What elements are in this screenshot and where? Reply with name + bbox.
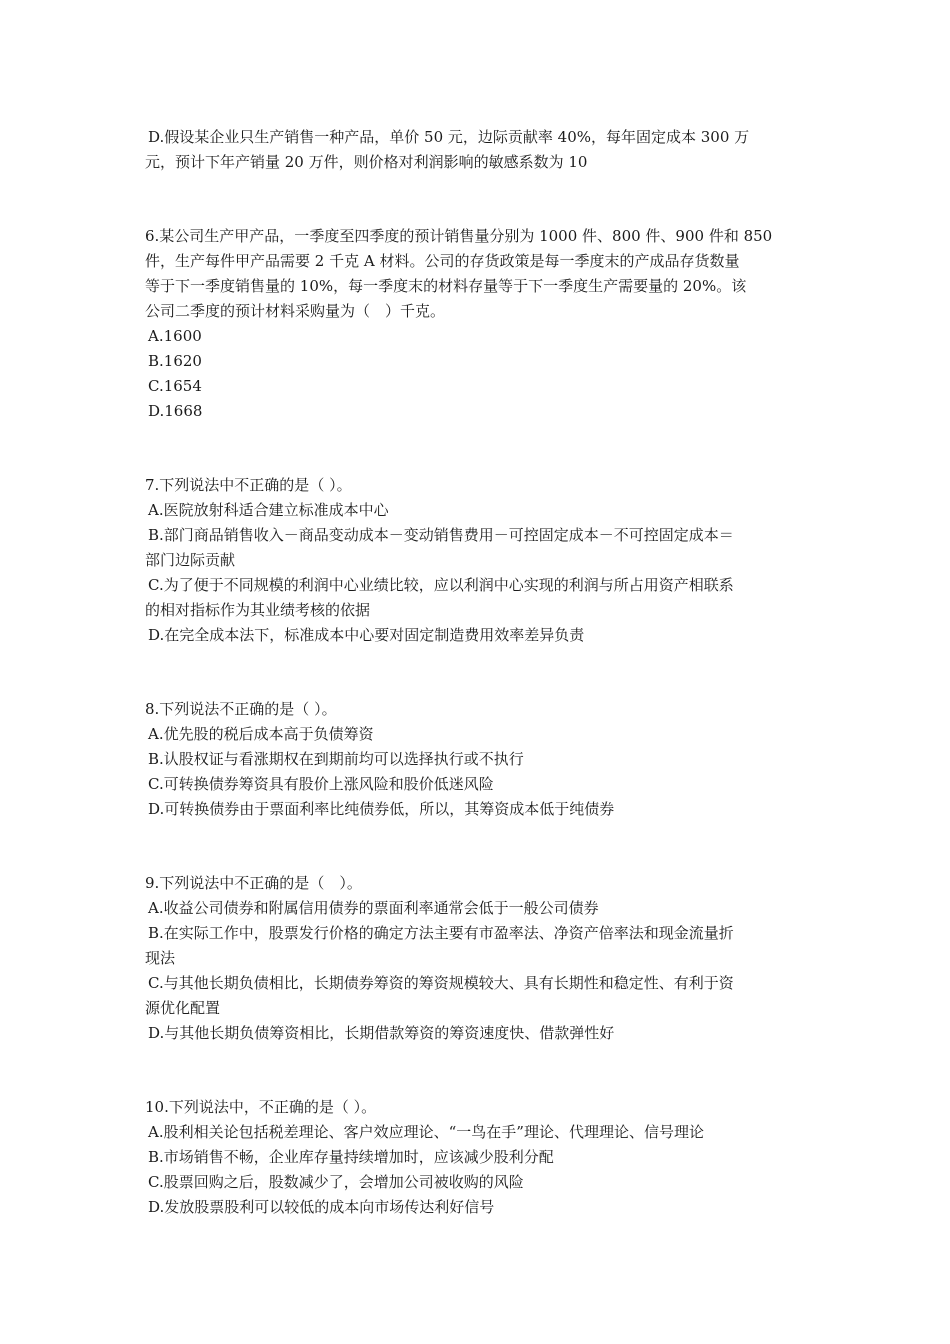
option-c xyxy=(145,971,805,1021)
option-b xyxy=(145,921,805,971)
question-10 xyxy=(145,1095,805,1220)
option-line: 的相对指标作为其业绩考核的依据 xyxy=(145,601,371,619)
option-a: A.优先股的税后成本高于负债筹资 xyxy=(148,725,374,743)
option-a: A.收益公司债券和附属信用债券的票面利率通常会低于一般公司债券 xyxy=(148,899,599,917)
option-line: 现法 xyxy=(145,949,176,967)
spacer xyxy=(145,1046,805,1095)
option-c: C.股票回购之后，股数减少了，会增加公司被收购的风险 xyxy=(148,1173,524,1191)
option-c: C.可转换债券筹资具有股价上涨风险和股价低迷风险 xyxy=(148,775,494,793)
option-a: A.医院放射科适合建立标准成本中心 xyxy=(148,501,389,519)
option-line: D.假设某企业只生产销售一种产品，单价 50 元，边际贡献率 40%，每年固定成本 300 万 xyxy=(148,128,750,146)
option-d: D.1668 xyxy=(148,402,203,420)
option-line: B.部门商品销售收入－商品变动成本－变动销售费用－可控固定成本－不可控固定成本＝ xyxy=(148,526,734,544)
stem-line: 等于下一季度销售量的 10%，每一季度末的材料存量等于下一季度生产需要量的 20%。该 xyxy=(145,277,747,295)
question-6 xyxy=(145,224,805,424)
option-line: C.与其他长期负债相比，长期债券筹资的筹资规模较大、具有长期性和稳定性、有利于资 xyxy=(148,974,734,992)
option-line: 元，预计下年产销量 20 万件，则价格对利润影响的敏感系数为 10 xyxy=(145,153,588,171)
document-page xyxy=(145,125,805,1220)
option-b: B.认股权证与看涨期权在到期前均可以选择执行或不执行 xyxy=(148,750,524,768)
question-9 xyxy=(145,871,805,1046)
question-8 xyxy=(145,697,805,822)
option-line: 源优化配置 xyxy=(145,999,221,1017)
stem-line: 6.某公司生产甲产品，一季度至四季度的预计销售量分别为 1000 件、800 件、900 件和 850 xyxy=(145,227,773,245)
question-stem: 7.下列说法中不正确的是（ ）。 xyxy=(145,476,352,494)
option-d xyxy=(145,125,805,175)
option-line: 部门边际贡献 xyxy=(145,551,236,569)
option-a: A.股利相关论包括税差理论、客户效应理论、“一鸟在手”理论、代理理论、信号理论 xyxy=(148,1123,704,1141)
question-stem: 10.下列说法中，不正确的是（ ）。 xyxy=(145,1098,377,1116)
question-stem xyxy=(145,224,805,324)
spacer xyxy=(145,424,805,473)
question-5 xyxy=(145,125,805,175)
option-line: B.在实际工作中，股票发行价格的确定方法主要有市盈率法、净资产倍率法和现金流量折 xyxy=(148,924,734,942)
stem-line: 公司二季度的预计材料采购量为（ ）千克。 xyxy=(145,302,446,320)
stem-line: 件，生产每件甲产品需要 2 千克 A 材料。公司的存货政策是每一季度末的产成品存货数量 xyxy=(145,252,740,270)
spacer xyxy=(145,648,805,697)
option-b xyxy=(145,523,805,573)
spacer xyxy=(145,175,805,224)
option-d: D.在完全成本法下，标准成本中心要对固定制造费用效率差异负责 xyxy=(148,626,585,644)
option-b: B.1620 xyxy=(148,352,202,370)
option-d: D.与其他长期负债筹资相比，长期借款筹资的筹资速度快、借款弹性好 xyxy=(148,1024,615,1042)
spacer xyxy=(145,822,805,871)
option-a: A.1600 xyxy=(148,327,202,345)
option-b: B.市场销售不畅，企业库存量持续增加时，应该减少股利分配 xyxy=(148,1148,554,1166)
question-stem: 8.下列说法不正确的是（ ）。 xyxy=(145,700,337,718)
option-c: C.1654 xyxy=(148,377,202,395)
option-line: C.为了便于不同规模的利润中心业绩比较，应以利润中心实现的利润与所占用资产相联系 xyxy=(148,576,734,594)
question-stem: 9.下列说法中不正确的是（ ）。 xyxy=(145,874,362,892)
question-7 xyxy=(145,473,805,648)
option-c xyxy=(145,573,805,623)
option-d: D.可转换债券由于票面利率比纯债券低，所以，其筹资成本低于纯债券 xyxy=(148,800,615,818)
option-d: D.发放股票股利可以较低的成本向市场传达利好信号 xyxy=(148,1198,495,1216)
